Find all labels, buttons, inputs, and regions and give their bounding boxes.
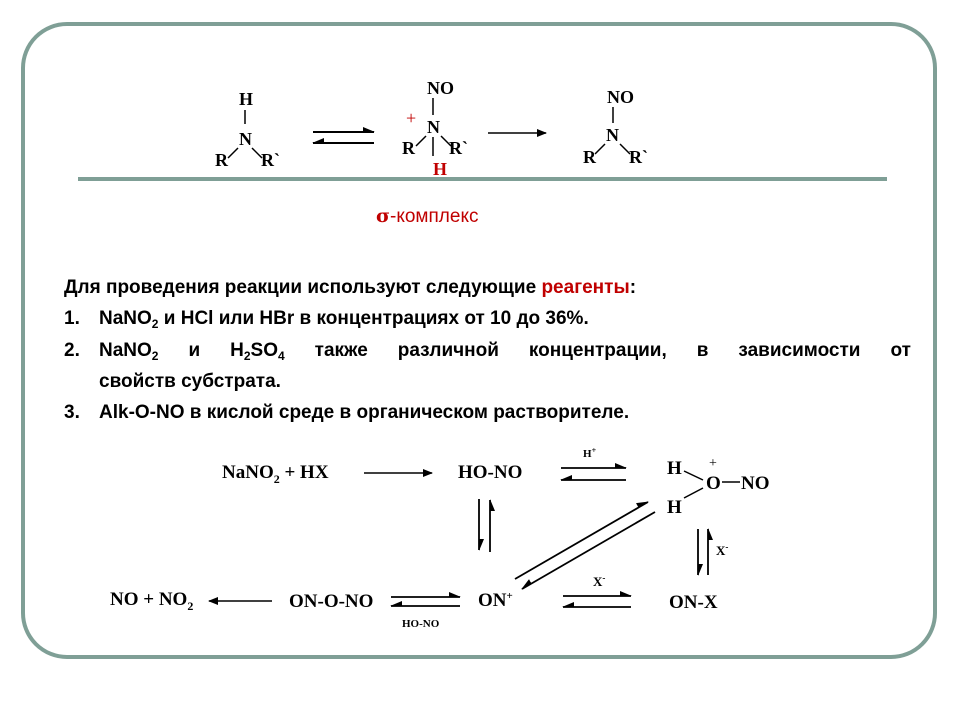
intro-text: Для проведения реакции используют следующие реагенты: [64,277,637,298]
equilibrium-oxonium-onx [698,529,708,575]
equilibrium-noplus-onx [563,596,631,607]
amine-n: N [239,129,252,149]
oxonium-bond-top [684,471,703,480]
sigma-r2: R` [449,138,468,158]
sigma-n: N [427,117,440,137]
list-item-line1: NaNO$_2$ и $H_2SO_4$ также различной концентрации, в зависимости от [99,340,911,363]
oxonium-bond-bottom [684,488,703,498]
equilibrium-arrows-top [313,132,374,143]
sigma-r: R [402,138,415,158]
oxonium-h-bottom: H [667,497,682,518]
product-no: NO [607,87,634,107]
oxonium-plus: + [709,456,717,471]
product-r2: R` [629,147,648,167]
amine-nr-bond [228,148,238,158]
nano2-hx: NaNO$_2$ + HX [222,462,329,486]
product-r: R [583,147,596,167]
oxonium-h-top: H [667,458,682,479]
on-o-no: ON-O-NO [289,591,374,612]
no-plus: ON+ [478,590,513,611]
amine-r2: R` [261,150,280,170]
on-x: ON-X [669,592,718,613]
sigma-no: NO [427,78,454,98]
x-minus-right: X- [716,542,729,558]
sigma-complex-label: σ-комплекс [376,205,479,227]
oxonium-no: NO [741,473,770,494]
sigma-complex-structure [402,78,468,179]
reagents-highlight: реагенты [541,277,630,298]
ho-no-small: HO-NO [402,618,440,630]
equilibrium-onono-noplus [391,597,460,606]
x-minus-mid: X- [593,573,606,589]
ho-no-main: HO-NO [458,462,523,483]
equilibrium-noplus-oxonium-diagonal [515,502,655,589]
equilibrium-hono-oxonium [561,468,626,480]
no-no2: NO + $NO_2$ [110,589,194,613]
sigma-plus: + [406,108,417,128]
amine-structure [215,89,280,170]
product-n: N [606,125,619,145]
h-plus-label: H+ [583,446,597,460]
equilibrium-hono-noplus [479,499,490,552]
nitrosamine-structure [583,87,648,167]
amine-h: H [239,89,254,109]
oxonium-o: O [706,473,721,494]
sigma-h: H [433,159,448,179]
amine-r: R [215,150,228,170]
